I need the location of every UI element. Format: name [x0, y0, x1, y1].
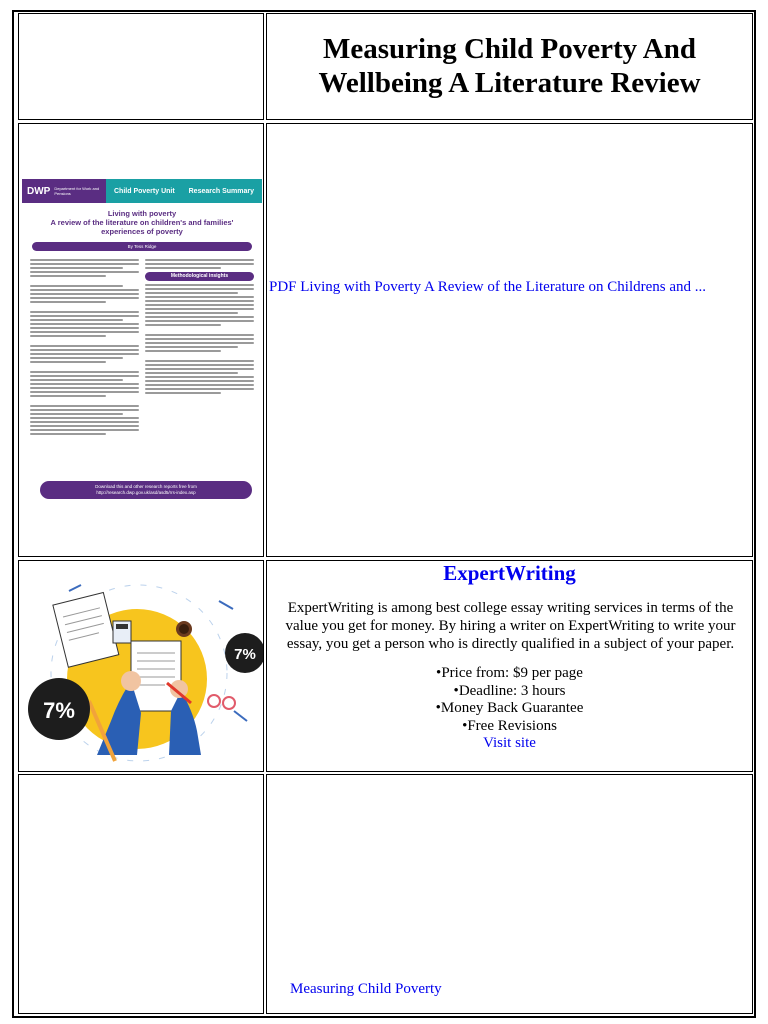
bottom-link-cell — [266, 774, 753, 1014]
desk-illustration — [19, 561, 263, 771]
expertwriting-image-cell — [18, 560, 264, 772]
dwp-logo — [22, 179, 106, 203]
expertwriting-description: ExpertWriting is among best college essay writing services in terms of the value you get for money. By hiring a writer on ExpertWriting to write your essay, you get a person who is directly qualified in a subject of your paper. — [285, 600, 736, 652]
report-section-bar: Methodological insights — [145, 272, 254, 281]
dwp-brand-small: Department for Work and Pensions — [54, 186, 100, 196]
report-cover-image[interactable] — [22, 179, 262, 499]
feature-revisions: • Free Revisions — [267, 718, 752, 736]
page-title: Measuring Child Poverty And Wellbeing A Literature Review — [318, 33, 701, 99]
empty-cell-top-left — [18, 13, 264, 120]
title-cell — [266, 13, 753, 120]
feature-guarantee: • Money Back Guarantee — [267, 700, 752, 718]
pdf-link[interactable]: PDF Living with Poverty A Review of the Literature on Childrens and ... — [269, 279, 707, 295]
visit-site-link[interactable]: Visit site — [483, 735, 536, 751]
report-band — [106, 179, 262, 203]
report-footer-line-1: Download this and other research reports free from — [95, 484, 197, 489]
report-title — [22, 209, 262, 236]
discount-badge-small-text: 7% — [234, 646, 256, 663]
report-author-bar: By Tess Ridge — [32, 242, 252, 251]
report-footer-line-2: http://research.dwp.gov.uk/asd/asd5/rrs-index.asp — [96, 490, 196, 495]
report-column-right — [145, 257, 254, 437]
pdf-link-cell — [266, 123, 753, 557]
empty-cell-bottom-left — [18, 774, 264, 1014]
report-heading-1: Living with poverty — [107, 209, 177, 218]
feature-price: • Price from: $9 per page — [267, 665, 752, 683]
report-thumbnail-cell — [18, 123, 264, 557]
report-heading-2: A review of the literature on children's and families' experiences of poverty — [50, 218, 234, 236]
report-unit: Child Poverty Unit — [114, 187, 175, 195]
report-header — [22, 179, 262, 203]
glasses-icon — [208, 695, 220, 707]
discount-badge-large-text: 7% — [43, 698, 75, 723]
measuring-child-poverty-link[interactable]: Measuring Child Poverty — [290, 981, 442, 997]
report-body — [22, 251, 262, 437]
report-column-left — [30, 257, 139, 437]
expertwriting-features — [267, 665, 752, 735]
expertwriting-title-link[interactable]: ExpertWriting — [443, 561, 576, 585]
expertwriting-cell — [266, 560, 753, 772]
dwp-brand: DWP — [27, 185, 51, 197]
report-kind: Research Summary — [188, 187, 254, 195]
report-footer-bar — [40, 481, 252, 499]
feature-deadline: • Deadline: 3 hours — [267, 683, 752, 701]
